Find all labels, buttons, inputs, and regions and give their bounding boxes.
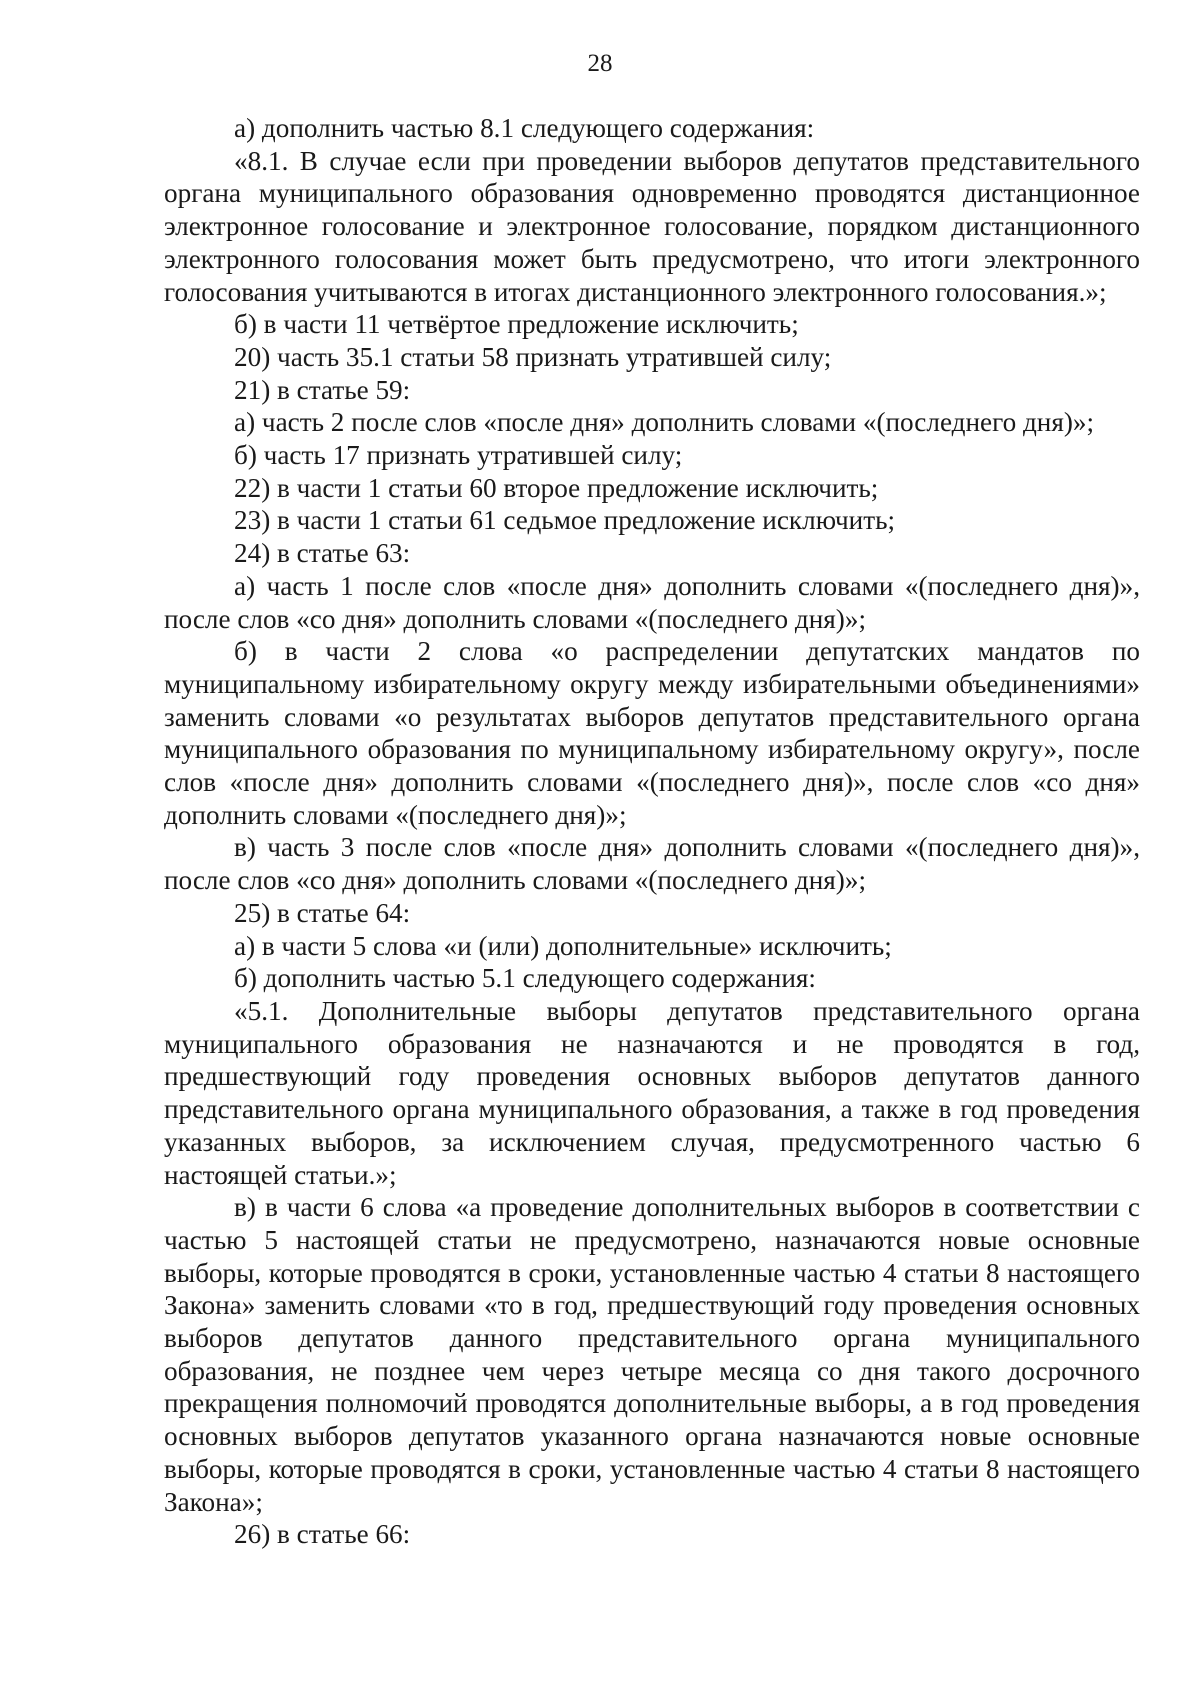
document-body (164, 112, 1140, 1551)
paragraph: 23) в части 1 статьи 61 седьмое предложение исключить; (234, 505, 896, 536)
paragraph: 20) часть 35.1 статьи 58 признать утратившей силу; (234, 341, 832, 372)
paragraph: «8.1. В случае если при проведении выборов депутатов представительного органа муниципального образования одновременно проводятся дистанционное электронное голосование и электронное голосование, порядком дистанционного электронного голосования может быть предусмотрено, что итоги электронного голосования учитываются в итогах дистанционного электронного голосования.»; (164, 145, 1140, 307)
paragraph: а) дополнить частью 8.1 следующего содержания: (234, 113, 815, 143)
paragraph: б) часть 17 признать утратившей силу; (234, 440, 683, 471)
paragraph: б) дополнить частью 5.1 следующего содержания: (234, 963, 816, 994)
paragraph: а) часть 1 после слов «после дня» дополнить словами «(последнего дня)», после слов «со дня» дополнить словами «(последнего дня)»; (164, 570, 1140, 634)
paragraph: а) часть 2 после слов «после дня» дополнить словами «(последнего дня)»; (234, 407, 1095, 438)
paragraph: 24) в статье 63: (234, 538, 411, 569)
paragraph: 26) в статье 66: (234, 1519, 411, 1550)
paragraph: 25) в статье 64: (234, 897, 411, 928)
paragraph: 21) в статье 59: (234, 374, 411, 405)
page-number: 28 (587, 50, 613, 77)
paragraph: а) в части 5 слова «и (или) дополнительные» исключить; (234, 930, 892, 961)
paragraph: в) часть 3 после слов «после дня» дополнить словами «(последнего дня)», после слов «со дня» дополнить словами «(последнего дня)»; (164, 832, 1140, 896)
paragraph: б) в части 11 четвёртое предложение исключить; (234, 309, 799, 340)
paragraph: б) в части 2 слова «о распределении депутатских мандатов по муниципальному избирательному округу между избирательными объединениями» заменить словами «о результатах выборов депутатов представительного органа муниципального образования по муниципальному избирательному округу», после слов «после дня» дополнить словами «(последнего дня)», после слов «со дня» дополнить словами «(последнего дня)»; (164, 636, 1140, 830)
paragraph: «5.1. Дополнительные выборы депутатов представительного органа муниципального образования не назначаются и не проводятся в год, предшествующий году проведения основных выборов депутатов данного представительного органа муниципального образования, а также в год проведения указанных выборов, за исключением случая, предусмотренного частью 6 настоящей статьи.»; (164, 995, 1140, 1190)
paragraph: в) в части 6 слова «а проведение дополнительных выборов в соответствии с частью 5 настоящей статьи не предусмотрено, назначаются новые основные выборы, которые проводятся в сроки, установленные частью 4 статьи 8 настоящего Закона» заменить словами «то в год, предшествующий году проведения основных выборов депутатов данного представительного органа муниципального образования, не позднее чем через четыре месяца со дня такого досрочного прекращения полномочий проводятся дополнительные выборы, а в год проведения основных выборов депутатов указанного органа назначаются новые основные выборы, которые проводятся в сроки, установленные частью 4 статьи 8 настоящего Закона»; (164, 1192, 1140, 1517)
paragraph: 22) в части 1 статьи 60 второе предложение исключить; (234, 472, 879, 503)
